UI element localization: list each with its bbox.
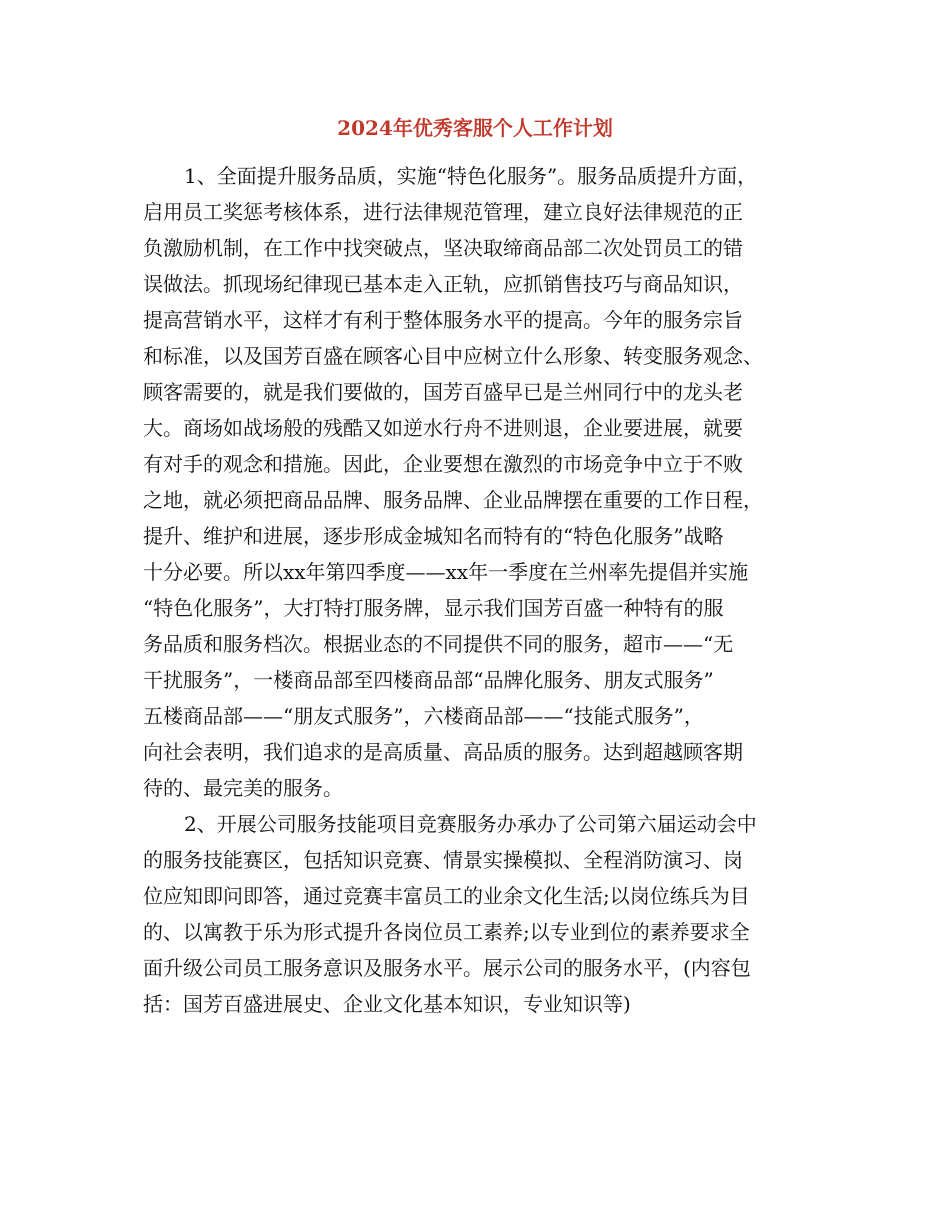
text-line: 提高营销水平，这样才有利于整体服务水平的提高。今年的服务宗旨 [143,308,743,332]
text-line: 面升级公司员工服务意识及服务水平。展示公司的服务水平，(内容包 [143,956,751,980]
text-line: 的服务技能赛区，包括知识竞赛、情景实操模拟、全程消防演习、岗 [143,848,743,872]
text-line: 和标准，以及国芳百盛在顾客心目中应树立什么形象、转变服务观念、 [143,344,763,368]
text-line: 的、以寓教于乐为形式提升各岗位员工素养;以专业到位的素养要求全 [143,920,750,944]
document-body [143,158,833,1022]
text-line: 顾客需要的，就是我们要做的，国芳百盛早已是兰州同行中的龙头老 [143,380,743,404]
document-title: 2024年优秀客服个人工作计划 [337,116,613,140]
text-line: 负激励机制，在工作中找突破点，坚决取缔商品部二次处罚员工的错 [143,236,743,260]
text-line: 误做法。抓现场纪律现已基本走入正轨，应抓销售技巧与商品知识， [143,272,743,296]
text-line: 提升、维护和进展，逐步形成金城知名而特有的“特色化服务”战略 [143,524,724,548]
text-line: 有对手的观念和措施。因此，企业要想在激烈的市场竞争中立于不败 [143,452,743,476]
paragraph-2 [143,806,833,1022]
text-line: “特色化服务”，大打特打服务牌，显示我们国芳百盛一种特有的服 [143,596,724,620]
text-line: 位应知即问即答，通过竞赛丰富员工的业余文化生活;以岗位练兵为目 [143,884,750,908]
text-line: 括：国芳百盛进展史、企业文化基本知识，专业知识等) [143,992,631,1016]
paragraph-1 [143,158,833,806]
text-line: 大。商场如战场般的残酷又如逆水行舟不进则退，企业要进展，就要 [143,416,743,440]
text-line: 启用员工奖惩考核体系，进行法律规范管理，建立良好法律规范的正 [143,200,743,224]
text-line: 1、全面提升服务品质，实施“特色化服务”。服务品质提升方面， [184,164,758,188]
text-line: 五楼商品部——“朋友式服务”，六楼商品部——“技能式服务”， [143,704,704,728]
text-line: 十分必要。所以xx年第四季度——xx年一季度在兰州率先提倡并实施 [143,560,749,584]
text-line: 之地，就必须把商品品牌、服务品牌、企业品牌摆在重要的工作日程， [143,488,763,512]
text-line: 2、开展公司服务技能项目竞赛服务办承办了公司第六届运动会中 [184,812,757,836]
text-line: 待的、最完美的服务。 [143,776,343,800]
text-line: 干扰服务”，一楼商品部至四楼商品部“品牌化服务、朋友式服务” [143,668,714,692]
text-line: 向社会表明，我们追求的是高质量、高品质的服务。达到超越顾客期 [143,740,743,764]
text-line: 务品质和服务档次。根据业态的不同提供不同的服务，超市——“无 [143,632,734,656]
